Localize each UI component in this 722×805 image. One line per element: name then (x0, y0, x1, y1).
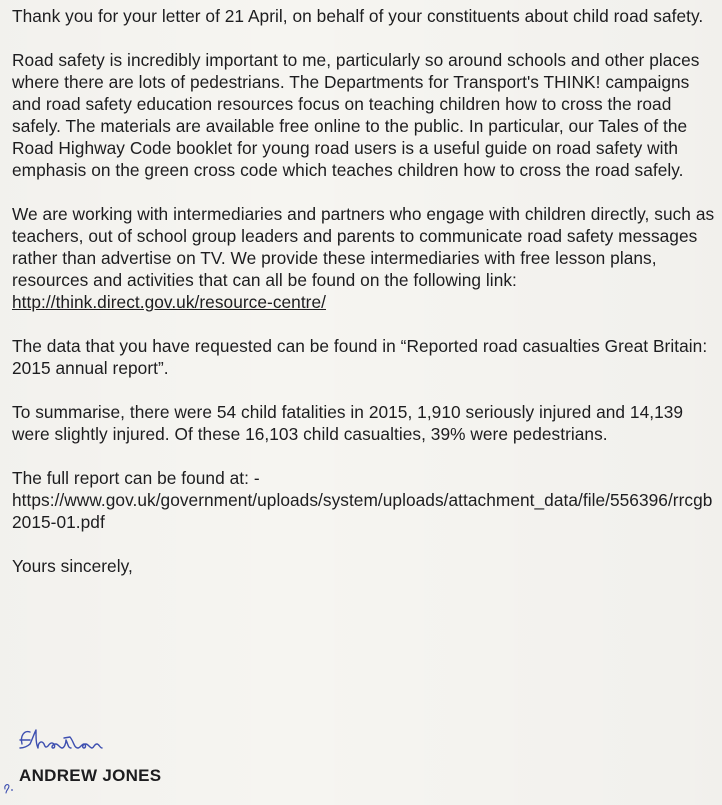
road-safety-paragraph: Road safety is incredibly important to me, particularly so around schools and other places where there are lots of pedestrians. The Departments for Transport's THINK! campaigns and road safety education resources focus on teaching children how to cross the road safely. The materials are available free online to the public. In particular, our Tales of the Road Highway Code booklet for young road users is a useful guide on road safety with emphasis on the green cross code which teaches children how to cross the road safely. (12, 50, 700, 180)
letter-body (12, 5, 720, 599)
closing-line: Yours sincerely, (12, 556, 133, 576)
data-request-paragraph: The data that you have requested can be found in “Reported road casualties Great Britain: 2015 annual report”. (12, 336, 708, 378)
full-report-intro: The full report can be found at: - (12, 468, 260, 488)
summary-paragraph: To summarise, there were 54 child fatalities in 2015, 1,910 seriously injured and 14,139 were slightly injured. Of these 16,103 child casualties, 39% were pedestrians. (12, 402, 684, 444)
intermediaries-text: We are working with intermediaries and partners who engage with children directly, such as teachers, out of school group leaders and parents to communicate road safety messages rather than advertise on TV. We provide these intermediaries with free lesson plans, resources and activities that can all be found on the following link: (12, 204, 715, 290)
handwritten-signature (14, 718, 134, 758)
intermediaries-paragraph (12, 203, 720, 313)
resource-centre-link[interactable]: http://think.direct.gov.uk/resource-centre/ (12, 292, 326, 312)
full-report-paragraph (12, 467, 720, 533)
full-report-url: https://www.gov.uk/government/uploads/system/uploads/attachment_data/file/556396/rrcgb2015-01.pdf (12, 490, 713, 532)
signer-name: ANDREW JONES (19, 766, 162, 785)
opening-paragraph: Thank you for your letter of 21 April, on behalf of your constituents about child road safety. (12, 6, 704, 26)
handwritten-mark (2, 775, 16, 795)
